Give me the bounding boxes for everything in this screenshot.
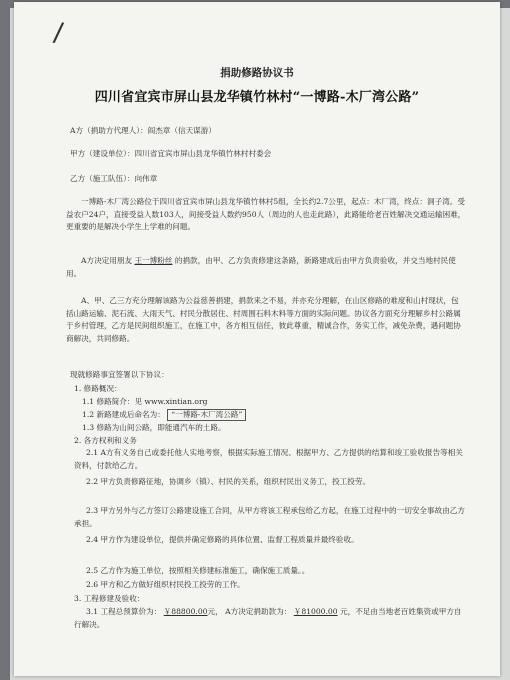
party-a-line: A方（捐助方代理人）：阎杰章（信天谋游）: [70, 126, 216, 135]
section-2-5: 2.5 乙方作为施工单位，按照相关修建标准施工，确保施工质量。。: [86, 566, 310, 575]
decision-text-pre: A方决定用朋友: [81, 256, 133, 265]
section-1-1: 1.1 修路简介：见 www.xintian.org: [82, 397, 208, 406]
section-1-2: [82, 409, 246, 421]
section-2-2: 2.2 甲方负责修路征地，协调乡（镇）、村民的关系，组织村民出义务工，投工投劳。: [86, 477, 371, 486]
donation-tail: 元，不足由当地老百姓集资或甲方自行解决。: [74, 607, 462, 629]
section-1-2-label: 1.2 新路建成后命名为：: [82, 410, 165, 419]
sign-intro: 现就修路事宜签署以下协议：: [70, 370, 169, 379]
section-2-4: 2.4 甲方作为建设单位，提供并确定修路的具体位置、监督工程质量并最终验收。: [86, 535, 359, 544]
donor-name: 王一博粉丝: [134, 256, 173, 265]
section-2-6: 2.6 甲方和乙方做好组织村民投工投劳的工作。: [86, 580, 245, 589]
section-1-heading: 1. 修路概况：: [74, 384, 122, 393]
section-2-1: 2.1 A方有义务自己或委托他人实地考察，根据实际施工情况、根据甲方、乙方提供的结算和竣工验收报告等相关资料，付款给乙方。: [74, 448, 463, 470]
handwritten-mark: /: [51, 17, 65, 49]
section-3-heading: 3. 工程修建及验收：: [74, 594, 145, 603]
donation-label: A方决定捐助款为：: [225, 607, 292, 616]
section-1-3: 1.3 修路为山间公路，即能通汽车的土路。: [82, 423, 226, 432]
budget-label: 3.1 工程总预算价为：: [86, 607, 162, 616]
section-2-heading: 2. 各方权利和义务: [74, 436, 137, 445]
party-yi-line: 乙方（施工队伍）：向伟章: [70, 174, 158, 183]
section-2-3: 2.3 甲方另外与乙方签订公路建设施工合同，从甲方将该工程承包给乙方起，在施工过程中的一切安全事故由乙方承担。: [74, 506, 465, 528]
donation-amount: ￥81000.00: [293, 607, 338, 616]
party-jia-line: 甲方（建设单位）：四川省宜宾市屏山县龙华镇竹林村村委会: [70, 149, 272, 158]
intro-paragraph: 一博路-木厂湾公路位于四川省宜宾市屏山县龙华镇竹林村5组，全长约2.7公里，起点：木厂湾，终点：洞子湾。受益农户24户，直接受益人数103人，间接受益人数约950人（周边的人也走此路），此路能给老百姓解决交通运输困难，更重要的是解决小学生上学难的问题。: [66, 197, 466, 231]
budget-unit: 元，: [207, 607, 223, 616]
document-title: 捐助修路协议书: [220, 67, 294, 79]
budget-amount: ￥88800.00: [163, 607, 208, 616]
principle-paragraph: A、甲、乙三方充分理解该路为公益慈善捐建，捐款来之不易，并亦充分理解，在山区修路的难度和山村现状，包括山路运输、泥石流、大雨天气、村民分散居住、村周围石料木料等方面的实际问题。协议各方面充分理解乡村公路属于乡村管理，乙方是民间组织施工，在施工中，各方相互信任，彼此尊重，精诚合作，务实工作，减免杂费，遇问题协商解决，共同修路。: [66, 296, 461, 343]
document-page: [14, 2, 500, 676]
road-name-box: “一博路-木厂湾公路”: [167, 409, 246, 421]
decision-paragraph: [66, 255, 466, 280]
document-subtitle: 四川省宜宾市屏山县龙华镇竹林村“一博路-木厂湾公路”: [94, 90, 420, 105]
decision-text-post: 的捐款，由甲、乙方负责修建这条路，新路建成后由甲方负责验收，并交当地村民使用。: [66, 256, 456, 278]
section-3-1: [74, 606, 466, 631]
